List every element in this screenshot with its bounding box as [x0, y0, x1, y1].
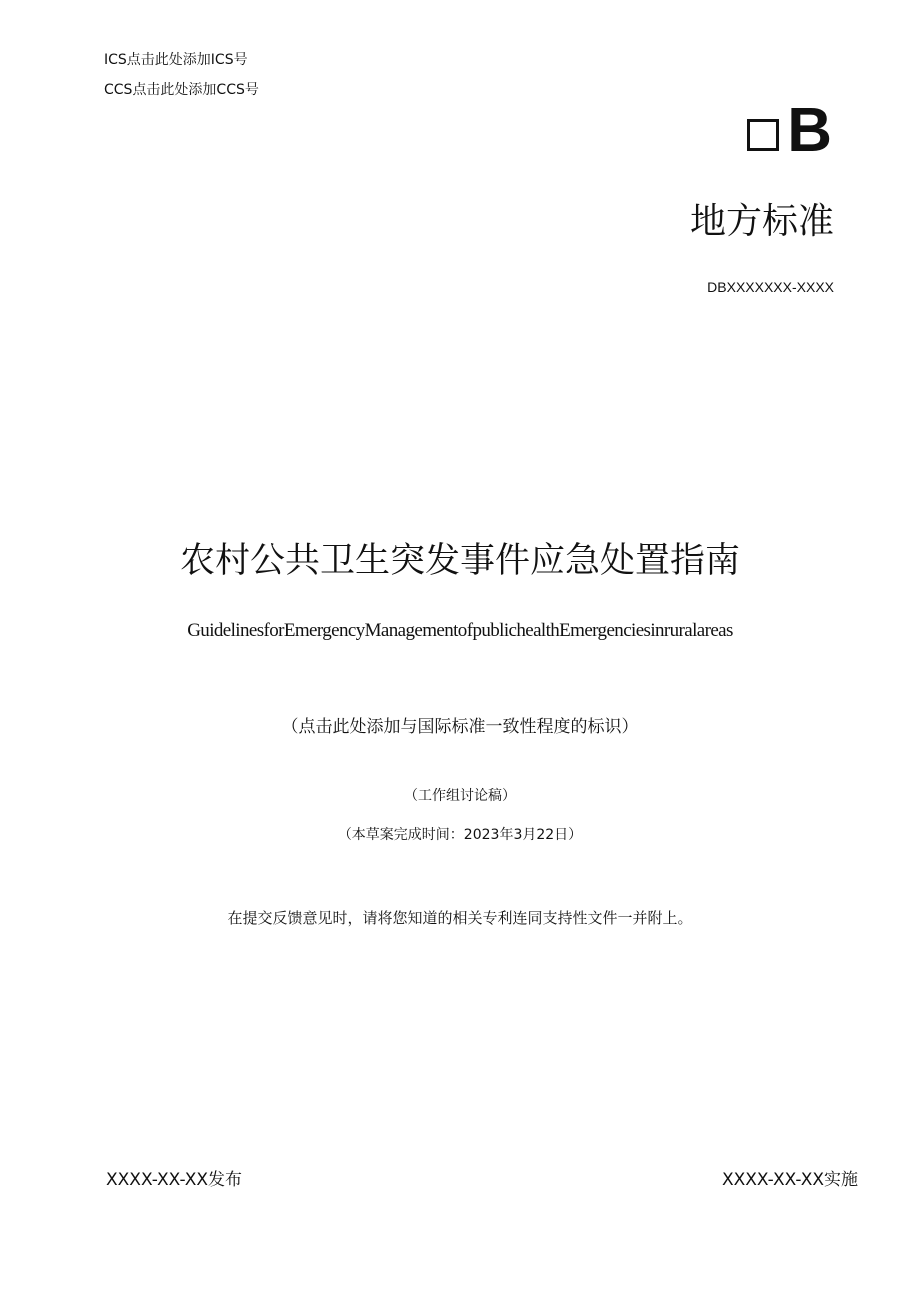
draft-completion-date: （本草案完成时间：2023年3月22日）: [337, 827, 583, 843]
square-box-icon: [747, 119, 779, 151]
standard-type: 地方标准: [689, 201, 834, 242]
consistency-identifier: （点击此处添加与国际标准一致性程度的标识）: [281, 717, 639, 737]
implement-date: XXXX-XX-XX实施: [721, 1170, 858, 1190]
ics-number: ICS点击此处添加ICS号: [104, 52, 248, 68]
db-logo-letter: B: [787, 96, 832, 165]
publish-date: XXXX-XX-XX发布: [106, 1170, 243, 1190]
document-title-chinese: 农村公共卫生突发事件应急处置指南: [179, 541, 740, 581]
ccs-number: CCS点击此处添加CCS号: [104, 82, 259, 98]
draft-stage: （工作组讨论稿）: [404, 788, 516, 804]
db-logo-mark: [747, 96, 832, 166]
document-title-english: GuidelinesforEmergencyManagementofpublichealthEmergenciesinruralareas: [187, 620, 733, 641]
standard-number: DBXXXXXXX-XXXX: [707, 279, 834, 295]
patent-notice: 在提交反馈意见时，请将您知道的相关专利连同支持性文件一并附上。: [227, 909, 693, 927]
